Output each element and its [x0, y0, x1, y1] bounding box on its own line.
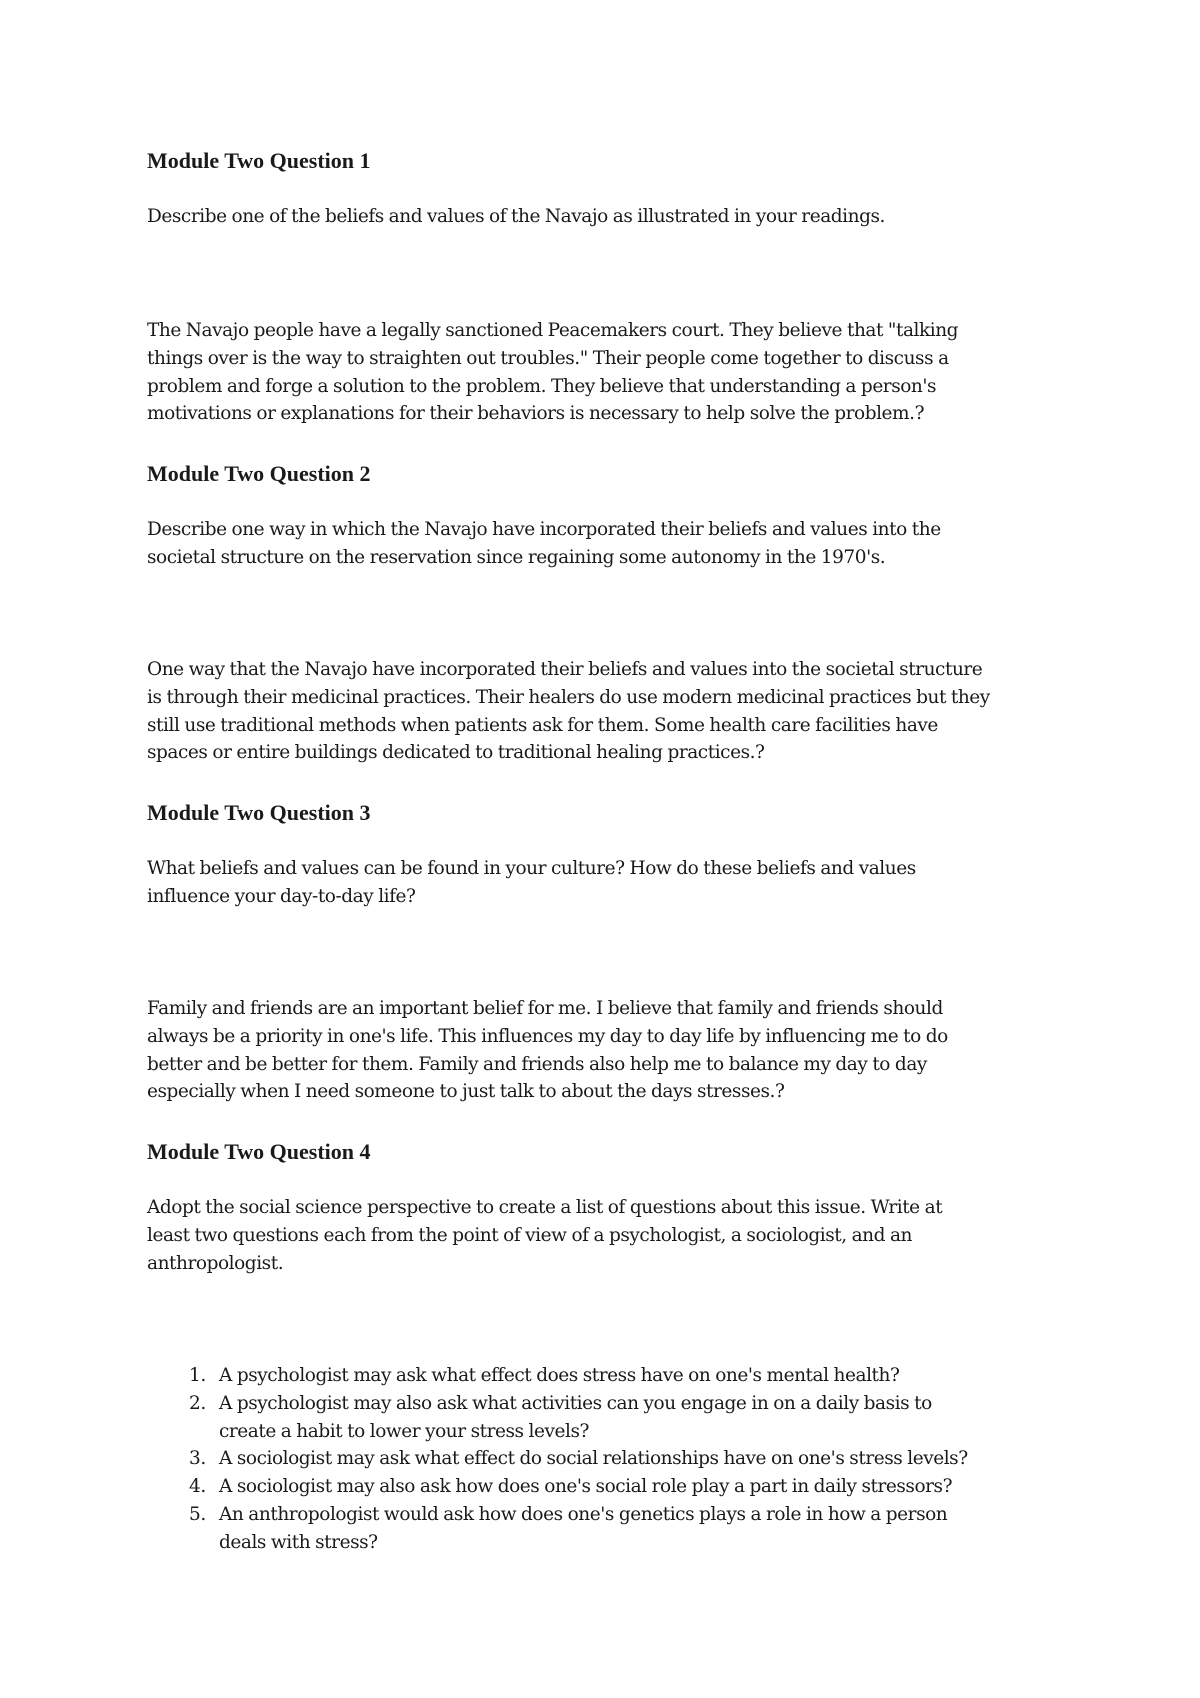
- answer-line: problem and forge a solution to the problem. They believe that understanding a person's: [147, 375, 937, 397]
- list-item: [147, 1501, 1087, 1557]
- list-item-text: deals with stress?: [219, 1531, 378, 1553]
- list-item-text: A psychologist may also ask what activities can you engage in on a daily basis to: [219, 1392, 932, 1414]
- question-2-prompt: [147, 516, 1087, 572]
- answer-line: Family and friends are an important belief for me. I believe that family and friends should: [147, 998, 943, 1019]
- prompt-line: influence your day-to-day life?: [147, 885, 416, 907]
- list-number: 2.: [189, 1392, 206, 1414]
- answer-line: One way that the Navajo have incorporated their beliefs and values into the societal structure: [147, 659, 983, 680]
- list-number: 3.: [189, 1448, 206, 1470]
- answer-line: still use traditional methods when patients ask for them. Some health care facilities have: [147, 714, 938, 736]
- list-item: [147, 1473, 1087, 1501]
- question-1-answer: [147, 317, 1087, 428]
- prompt-line: Describe one of the beliefs and values of the Navajo as illustrated in your readings.: [147, 206, 885, 227]
- question-3-heading: Module Two Question 3: [147, 800, 371, 825]
- prompt-line: What beliefs and values can be found in your culture? How do these beliefs and values: [147, 858, 916, 879]
- answer-line: things over is the way to straighten out troubles." Their people come together to discuss a: [147, 347, 949, 369]
- list-item: [147, 1362, 1087, 1390]
- prompt-line: least two questions each from the point of view of a psychologist, a sociologist, and an: [147, 1224, 913, 1246]
- question-2-answer: [147, 656, 1087, 767]
- answer-line: motivations or explanations for their behaviors is necessary to help solve the problem.?: [147, 403, 925, 425]
- prompt-line: anthropologist.: [147, 1252, 284, 1274]
- question-2-heading: Module Two Question 2: [147, 461, 371, 486]
- list-item-text: A sociologist may ask what effect do social relationships have on one's stress levels?: [219, 1448, 968, 1470]
- question-3-answer: [147, 995, 1087, 1106]
- question-4-prompt: [147, 1194, 1087, 1277]
- answer-line: always be a priority in one's life. This influences my day to day life by influencing me to do: [147, 1025, 948, 1047]
- question-3-prompt: [147, 855, 1087, 911]
- question-4-heading: Module Two Question 4: [147, 1139, 371, 1164]
- list-item: [147, 1390, 1087, 1446]
- list-item-text: An anthropologist would ask how does one's genetics plays a role in how a person: [219, 1503, 948, 1525]
- list-number: 5.: [189, 1503, 206, 1525]
- list-number: 4.: [189, 1476, 206, 1498]
- answer-line: is through their medicinal practices. Their healers do use modern medicinal practices but they: [147, 686, 990, 708]
- question-4-answer-list: [147, 1362, 1087, 1557]
- list-item-text: create a habit to lower your stress levels?: [219, 1420, 589, 1442]
- prompt-line: Adopt the social science perspective to create a list of questions about this issue. Write at: [147, 1197, 943, 1218]
- question-1-heading: Module Two Question 1: [147, 148, 371, 173]
- list-item-text: A sociologist may also ask how does one's social role play a part in daily stressors?: [219, 1476, 953, 1498]
- prompt-line: Describe one way in which the Navajo have incorporated their beliefs and values into the: [147, 519, 941, 540]
- answer-line: especially when I need someone to just talk to about the days stresses.?: [147, 1081, 785, 1103]
- answer-line: spaces or entire buildings dedicated to traditional healing practices.?: [147, 742, 765, 764]
- list-item-text: A psychologist may ask what effect does stress have on one's mental health?: [219, 1365, 900, 1386]
- answer-line: better and be better for them. Family and friends also help me to balance my day to day: [147, 1053, 927, 1075]
- list-number: 1.: [189, 1365, 206, 1386]
- list-item: [147, 1445, 1087, 1473]
- answer-line: The Navajo people have a legally sanctioned Peacemakers court. They believe that "talking: [147, 320, 959, 341]
- prompt-line: societal structure on the reservation since regaining some autonomy in the 1970's.: [147, 546, 886, 568]
- question-1-prompt: [147, 203, 1087, 231]
